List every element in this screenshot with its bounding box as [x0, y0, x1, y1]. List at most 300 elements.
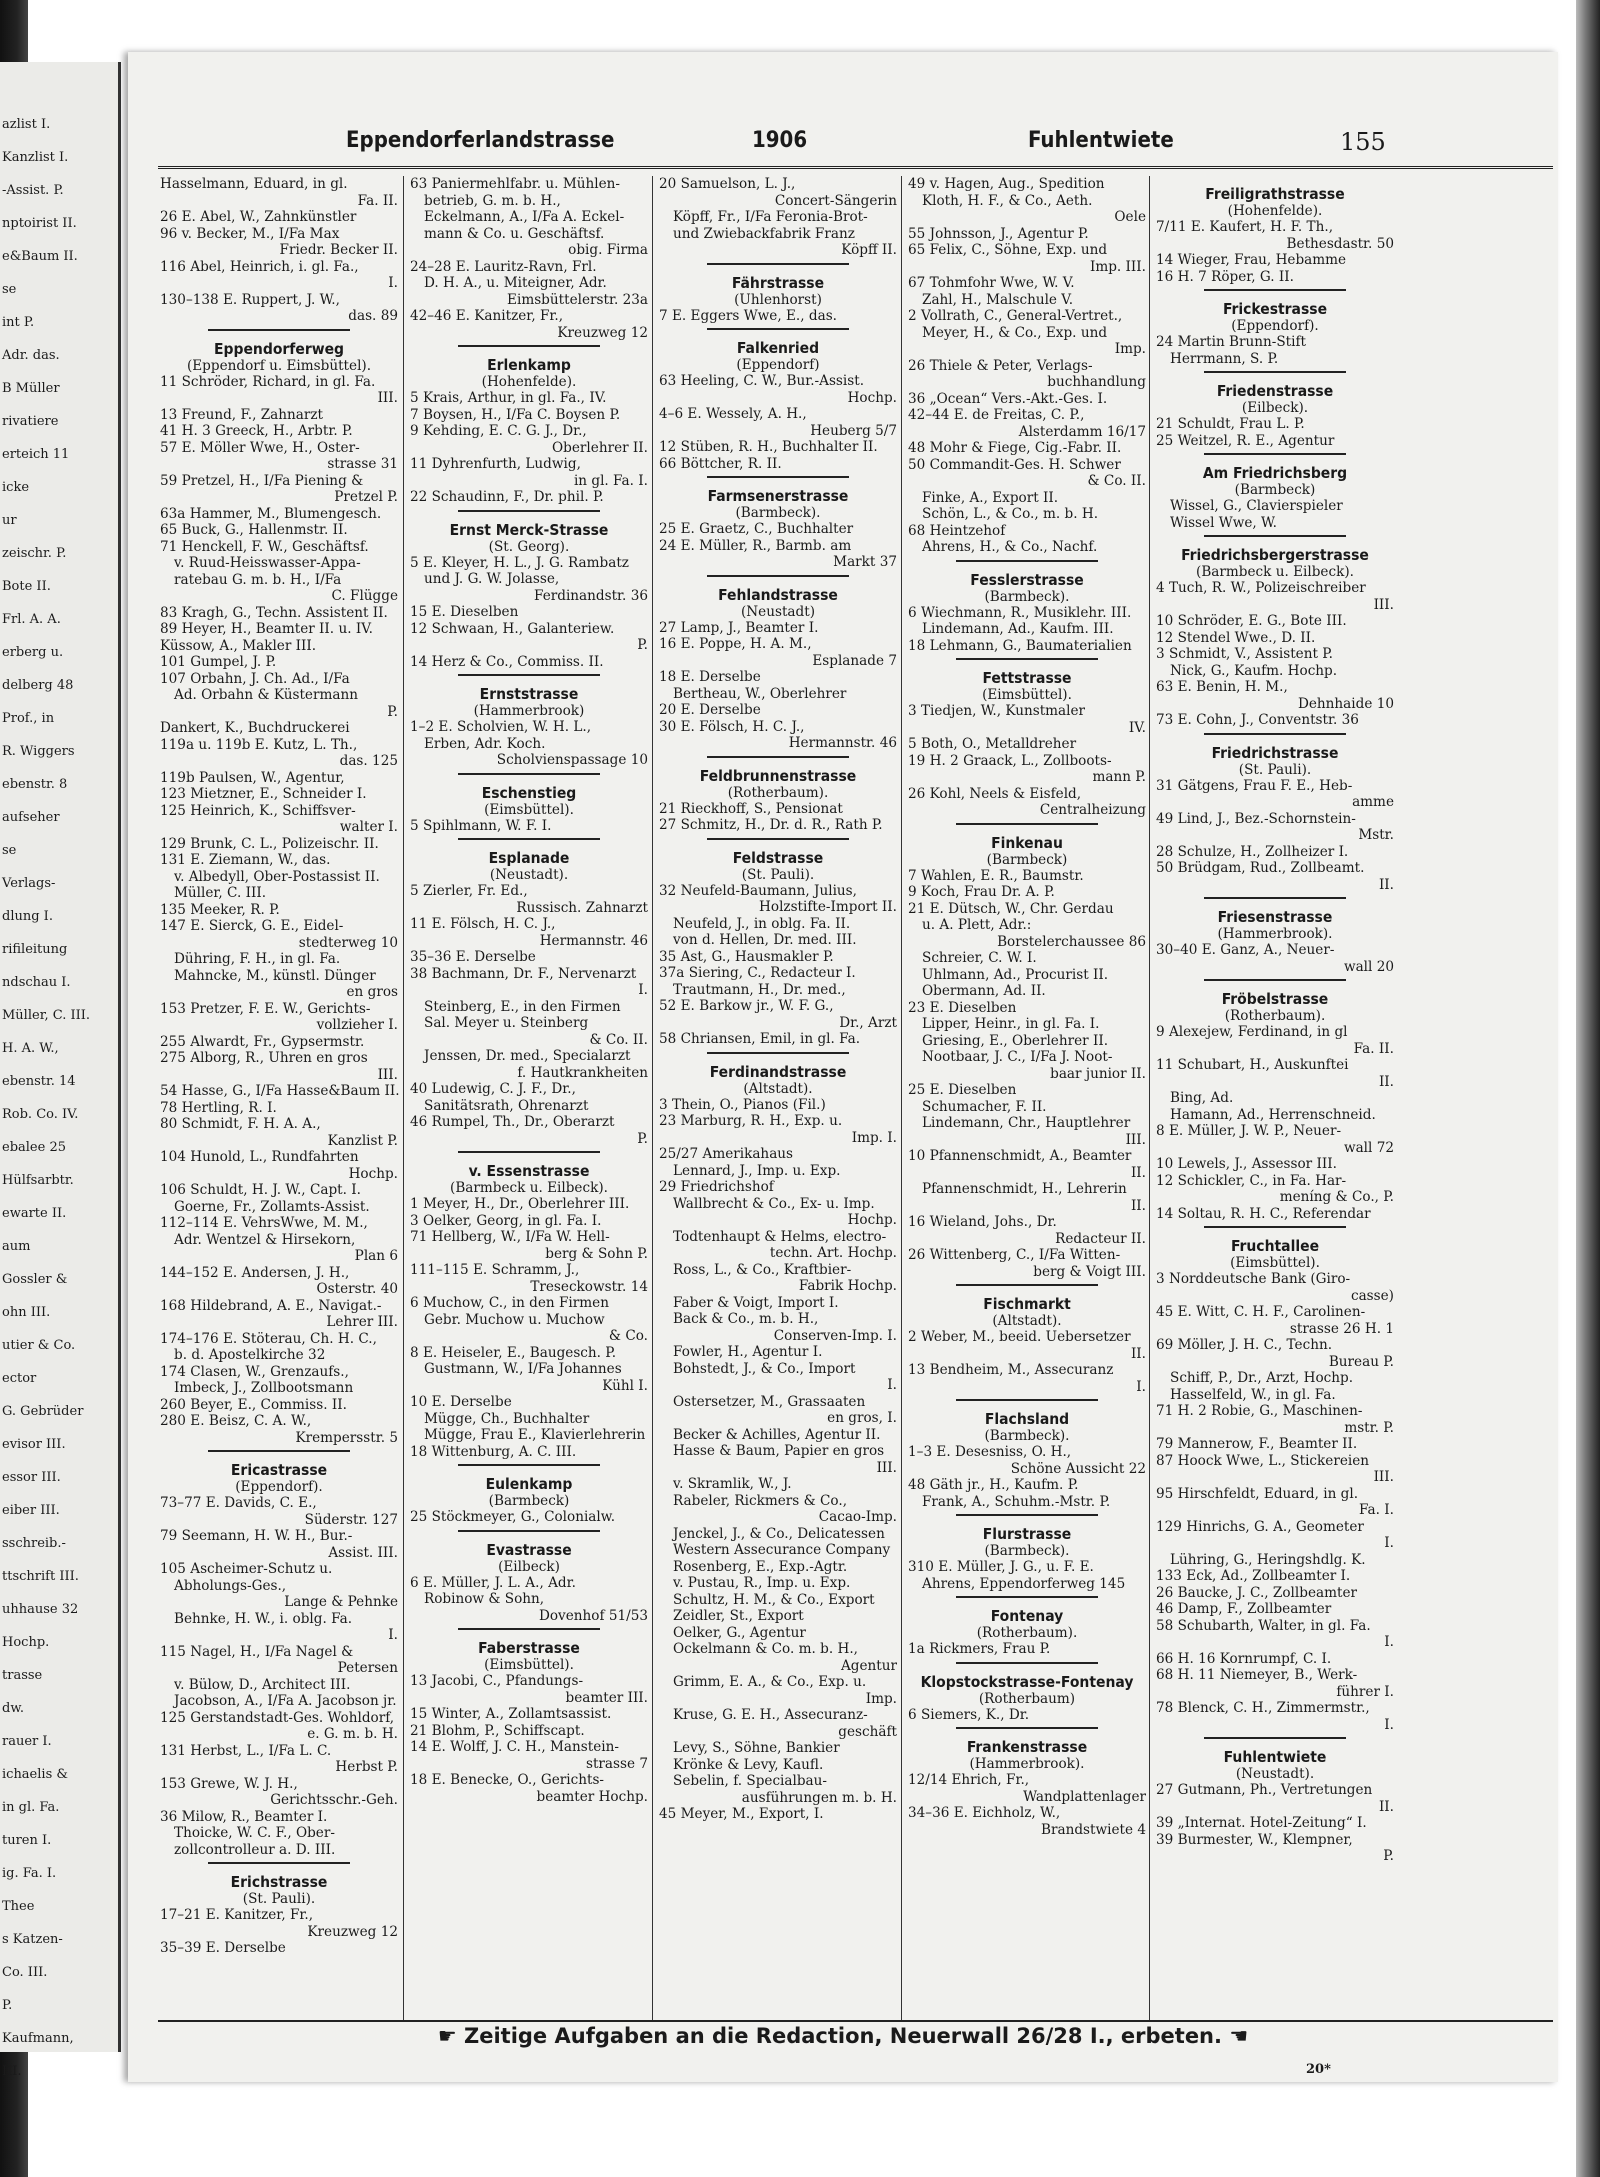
street-heading: Friesenstrasse [1217, 908, 1333, 926]
previous-page-fragment: eiber III. [2, 1503, 60, 1518]
entry-continuation-right: III. [1373, 1469, 1394, 1485]
directory-entry: 71 Hellberg, W., I/Fa W. Hell- [410, 1229, 610, 1245]
directory-entry: 10 Lewels, J., Assessor III. [1156, 1156, 1337, 1172]
district-label: (Eppendorf u. Eimsbüttel). [186, 357, 372, 374]
entry-continuation-right: Kühl I. [602, 1377, 648, 1394]
directory-entry: 19 H. 2 Graack, L., Zollboots- [908, 752, 1112, 769]
directory-entry: 13 Jacobi, C., Pfandungs- [410, 1673, 584, 1689]
entry-continuation: Imbeck, J., Zollbootsmann [174, 1380, 354, 1396]
district-label: (Barmbeck). [984, 1543, 1070, 1559]
directory-entry: 36 Milow, R., Beamter I. [160, 1808, 328, 1825]
column-divider [901, 176, 902, 2022]
entry-continuation-right: Russisch. Zahnarzt [516, 899, 648, 916]
section-rule [707, 263, 850, 265]
entry-continuation-right: Imp. [1114, 341, 1146, 357]
directory-entry: 116 Abel, Heinrich, i. gl. Fa., [160, 258, 359, 275]
entry-continuation-right: Osterstr. 40 [316, 1281, 398, 1297]
entry-continuation-right: I. [1384, 1535, 1394, 1551]
district-label: (St. Pauli). [741, 866, 815, 883]
district-label: (Eppendorf) [736, 357, 820, 373]
directory-entry: 174 Clasen, W., Grenzaufs., [160, 1363, 349, 1380]
previous-page-fragment: P. [2, 1998, 13, 2013]
directory-entry: 9 Alexejew, Ferdinand, in gl [1156, 1024, 1348, 1040]
entry-continuation-right: I. [1136, 1378, 1146, 1395]
running-header [128, 128, 1558, 168]
entry-continuation-right: Agentur [840, 1657, 897, 1674]
directory-entry: Küssow, A., Makler III. [160, 637, 317, 654]
street-heading: Evastrasse [486, 1540, 572, 1559]
entry-continuation-right: meníng & Co., P. [1279, 1189, 1394, 1205]
directory-entry: 26 Wittenberg, C., I/Fa Witten- [908, 1247, 1121, 1263]
entry-continuation: v. Pustau, R., Imp. u. Exp. [673, 1575, 851, 1591]
directory-entry: 63 Paniermehlfabr. u. Mühlen- [410, 176, 620, 192]
entry-continuation-right: III. [1373, 596, 1394, 613]
previous-page-fragment: ndschau I. [2, 975, 71, 990]
entry-continuation-right: Mstr. [1358, 827, 1394, 843]
header-last-street: Fuhlentwiete [1028, 128, 1174, 153]
entry-continuation-right: Dr., Arzt [839, 1014, 897, 1031]
entry-continuation-right: walter I. [339, 819, 398, 835]
entry-continuation: Ostersetzer, M., Grassaaten [673, 1393, 866, 1410]
entry-continuation: Schiff, P., Dr., Arzt, Hochp. [1170, 1370, 1354, 1386]
entry-continuation: v. Skramlik, W., J. [673, 1476, 792, 1492]
district-label: (Eilbeck) [498, 1558, 560, 1575]
section-rule [208, 329, 351, 331]
directory-entry: 29 Friedrichshof [659, 1179, 774, 1195]
entry-continuation-right: & Co. II. [1087, 473, 1146, 489]
section-rule [956, 1514, 1099, 1516]
entry-continuation-right: Petersen [337, 1660, 398, 1676]
entry-continuation-right: Esplanade 7 [812, 652, 897, 669]
street-heading: Feldstrasse [732, 848, 824, 867]
entry-continuation: v. Bülow, D., Architect III. [174, 1676, 351, 1693]
district-label: (Barmbeck). [735, 505, 821, 521]
directory-entry: 27 Schmitz, H., Dr. d. R., Rath P. [659, 817, 883, 833]
entry-continuation-right: Markt 37 [833, 554, 897, 570]
entry-continuation: Hasselfeld, W., in gl. Fa. [1170, 1386, 1336, 1403]
section-rule [707, 575, 850, 577]
directory-entry: 119b Paulsen, W., Agentur, [160, 769, 345, 786]
directory-entry: 4 Tuch, R. W., Polizeischreiber [1156, 580, 1366, 596]
previous-page-fragment: in gl. Fa. [2, 1800, 60, 1815]
entry-continuation-right: P. [1383, 1848, 1394, 1864]
directory-entry: 27 Gutmann, Ph., Vertretungen [1156, 1782, 1373, 1798]
directory-entry: 1–2 E. Scholvien, W. H. L., [410, 719, 592, 735]
district-label: (Rotherbaum). [976, 1625, 1078, 1641]
header-rule [158, 166, 1553, 169]
previous-page-fragment: azlist I. [2, 117, 51, 132]
directory-entry: 16 Wieland, Johs., Dr. [908, 1214, 1057, 1230]
directory-page [128, 52, 1558, 2082]
entry-continuation-right: Lehrer III. [326, 1314, 398, 1330]
entry-continuation: Goerne, Fr., Zollamts-Assist. [174, 1198, 370, 1215]
entry-continuation-right: Dehnhaide 10 [1297, 695, 1394, 712]
directory-entry: Hasselmann, Eduard, in gl. [160, 176, 348, 192]
entry-continuation: Schreier, C. W. I. [922, 950, 1037, 966]
entry-continuation: Bertheau, W., Oberlehrer [673, 685, 847, 702]
entry-continuation: Wissel Wwe, W. [1170, 514, 1277, 531]
entry-continuation-right: P. [637, 1130, 648, 1147]
entry-continuation-right: Concert-Sängerin [774, 192, 897, 209]
entry-continuation: Müller, C. III. [174, 885, 267, 901]
previous-page-fragment: se [2, 843, 17, 858]
section-rule [1204, 897, 1347, 899]
entry-continuation: v. Ruud-Heisswasser-Appa- [174, 555, 361, 571]
directory-entry: 25 Stöckmeyer, G., Colonialw. [410, 1509, 616, 1525]
street-heading: Esplanade [488, 849, 570, 867]
directory-entry: 37a Siering, C., Redacteur I. [659, 965, 856, 981]
previous-page-fragment: Verlags- [2, 876, 56, 891]
directory-entry: 65 Buck, G., Hallenmstr. II. [160, 522, 348, 538]
directory-entry: 3 Schmidt, V., Assistent P. [1156, 646, 1333, 662]
directory-entry: 35–36 E. Derselbe [410, 949, 536, 965]
previous-page-fragment: -Assist. P. [2, 183, 64, 198]
entry-continuation-right: C. Flügge [331, 588, 398, 604]
directory-entry: 280 E. Beisz, C. A. W., [160, 1413, 312, 1429]
entry-continuation: Lindemann, Ad., Kaufm. III. [922, 621, 1114, 637]
entry-continuation-right: geschäft [838, 1723, 897, 1740]
previous-page-fragment: Adr. das. [2, 348, 60, 363]
district-label: (Barmbeck u. Eilbeck). [1196, 564, 1354, 580]
directory-entry: 16 H. 7 Röper, G. II. [1156, 268, 1294, 285]
district-label: (Hohenfelde). [1227, 203, 1323, 219]
district-label: (St. Georg). [488, 538, 570, 555]
entry-continuation-right: II. [1378, 876, 1394, 893]
entry-continuation-right: amme [1352, 794, 1394, 810]
entry-continuation: Neufeld, J., in oblg. Fa. II. [673, 915, 851, 932]
entry-continuation-right: ausführungen m. b. H. [741, 1789, 897, 1806]
entry-continuation-right: buchhandlung [1047, 374, 1146, 390]
section-rule [707, 756, 850, 758]
directory-entry: 153 Grewe, W. J. H., [160, 1775, 298, 1792]
previous-page-fragment: Rob. Co. IV. [2, 1107, 79, 1122]
directory-entry: 15 E. Dieselben [410, 604, 519, 620]
entry-continuation: Ross, L., & Co., Kraftbier- [673, 1261, 852, 1278]
directory-entry: 106 Schuldt, H. J. W., Capt. I. [160, 1182, 361, 1198]
entry-continuation-right: Hochp. [847, 1212, 897, 1228]
previous-page-fragment: rivatiere [2, 414, 59, 429]
district-label: (Hohenfelde). [481, 374, 577, 390]
directory-entry: 87 Hoock Wwe, L., Stickereien [1156, 1452, 1370, 1469]
district-label: (Eimsbüttel). [484, 801, 574, 818]
previous-page-fragment: Müller, C. III. [2, 1008, 91, 1023]
entry-continuation: Ahrens, H., & Co., Nachf. [922, 539, 1098, 555]
entry-continuation: Sal. Meyer u. Steinberg [424, 1015, 589, 1031]
entry-continuation: Fowler, H., Agentur I. [673, 1344, 823, 1360]
entry-continuation-right: e. G. m. b. H. [307, 1726, 398, 1742]
column-3 [659, 176, 897, 2018]
entry-continuation-right: Bethesdastr. 50 [1286, 235, 1394, 252]
street-heading: Fettstrasse [982, 669, 1072, 687]
directory-entry: 42–46 E. Kanitzer, Fr., [410, 308, 564, 324]
directory-entry: 26 Kohl, Neels & Eisfeld, [908, 785, 1082, 802]
entry-continuation: Ad. Orbahn & Küstermann [174, 687, 358, 703]
directory-entry: 80 Schmidt, F. H. A. A., [160, 1116, 321, 1132]
entry-continuation-right: Kreuzweg 12 [557, 324, 648, 341]
directory-entry: 63 E. Benin, H. M., [1156, 679, 1288, 695]
section-rule [458, 674, 601, 676]
entry-continuation-right: Dovenhof 51/53 [538, 1607, 648, 1624]
entry-continuation-right: mann P. [1092, 769, 1146, 785]
entry-continuation-right: techn. Art. Hochp. [769, 1245, 897, 1261]
entry-continuation-right: Kanzlist P. [327, 1132, 398, 1149]
entry-continuation-right: II. [1130, 1164, 1146, 1181]
directory-entry: 6 Siemers, K., Dr. [908, 1706, 1030, 1723]
directory-entry: 49 v. Hagen, Aug., Spedition [908, 176, 1105, 192]
entry-continuation-right: Cacao-Imp. [818, 1509, 897, 1525]
previous-page-fragment: B Müller [2, 381, 60, 396]
entry-continuation: Hasse & Baum, Papier en gros [673, 1443, 885, 1459]
directory-entry: 125 Gerstandstadt-Ges. Wohldorf, [160, 1709, 395, 1726]
district-label: (St. Pauli). [1238, 761, 1312, 778]
directory-entry: 123 Mietzner, E., Schneider I. [160, 786, 367, 802]
directory-entry: 9 Koch, Frau Dr. A. P. [908, 884, 1055, 900]
directory-entry: 11 Schubart, H., Auskunftei [1156, 1057, 1349, 1073]
entry-continuation-right: Hermannstr. 46 [539, 932, 648, 949]
directory-entry: 5 E. Kleyer, H. L., J. G. Rambatz [410, 554, 629, 571]
district-label: (Rotherbaum). [727, 784, 829, 801]
entry-continuation-right: Fabrik Hochp. [798, 1278, 897, 1294]
entry-continuation-right: III. [1125, 1131, 1146, 1148]
directory-entry: 7/11 E. Kaufert, H. F. Th., [1156, 219, 1334, 235]
street-heading: Friedenstrasse [1216, 382, 1334, 400]
entry-continuation: von d. Hellen, Dr. med. III. [673, 932, 857, 948]
district-label: (St. Pauli). [242, 1891, 316, 1907]
entry-continuation-right: Fa. II. [1353, 1040, 1394, 1057]
section-rule [956, 1284, 1099, 1286]
entry-continuation-right: Pretzel P. [334, 489, 398, 505]
previous-page-fragment: rifileitung [2, 942, 68, 957]
directory-entry: 58 Chriansen, Emil, in gl. Fa. [659, 1031, 861, 1047]
previous-page-fragment: Gossler & [2, 1272, 68, 1287]
directory-entry: 1a Rickmers, Frau P. [908, 1641, 1051, 1657]
section-rule [208, 1862, 351, 1864]
entry-continuation: Oelker, G., Agentur [673, 1624, 806, 1641]
district-label: (Barmbeck) [488, 1493, 570, 1509]
street-heading: Faberstrasse [478, 1639, 580, 1657]
directory-entry: 46 Rumpel, Th., Dr., Oberarzt [410, 1114, 615, 1130]
street-heading: Frickestrasse [1222, 300, 1328, 318]
directory-entry: 260 Beyer, E., Commiss. II. [160, 1396, 347, 1413]
street-heading: Ericastrasse [230, 1461, 328, 1479]
previous-page-fragment: delberg 48 [2, 678, 74, 693]
directory-entry: 11 Schröder, Richard, in gl. Fa. [160, 373, 376, 390]
entry-continuation-right: I. [638, 982, 648, 998]
directory-entry: 2 Vollrath, C., General-Vertret., [908, 308, 1123, 324]
previous-page-fragment: aufseher [2, 810, 60, 825]
district-label: (Barmbeck) [986, 851, 1068, 868]
street-heading: Ernststrasse [479, 685, 579, 703]
directory-entry: 12 Stendel Wwe., D. II. [1156, 629, 1316, 646]
directory-entry: 6 E. Müller, J. L. A., Adr. [410, 1574, 576, 1591]
previous-page-fragment: dlung I. [2, 909, 53, 924]
previous-page-fragment: int P. [2, 315, 35, 330]
street-heading: Fontenay [990, 1607, 1064, 1625]
entry-continuation: Wallbrecht & Co., Ex- u. Imp. [673, 1195, 875, 1212]
directory-entry: 2 Weber, M., beeid. Uebersetzer [908, 1329, 1131, 1345]
previous-page-edge [0, 62, 121, 2079]
entry-continuation-right: I. [388, 275, 398, 291]
section-rule [458, 510, 601, 512]
entry-continuation: Bing, Ad. [1170, 1090, 1234, 1106]
previous-page-fragment: evisor III. [2, 1437, 66, 1452]
directory-entry: 255 Alwardt, Fr., Gypsermstr. [160, 1033, 365, 1050]
entry-continuation-right: Fa. I. [1359, 1502, 1394, 1518]
section-rule [1204, 979, 1347, 981]
directory-entry: 66 Böttcher, R. II. [659, 455, 782, 472]
previous-page-fragment: ig. Fa. I. [2, 1866, 57, 1881]
entry-continuation-right: Herbst P. [335, 1759, 398, 1775]
directory-entry: 25/27 Amerikahaus [659, 1146, 794, 1162]
directory-entry: 21 E. Dütsch, W., Chr. Gerdau [908, 900, 1114, 917]
previous-page-fragment: ector [2, 1371, 37, 1386]
previous-page-fragment: nptoirist II. [2, 216, 77, 231]
directory-entry: 131 E. Ziemann, W., das. [160, 852, 331, 868]
street-heading: Fehlandstrasse [718, 585, 838, 604]
directory-entry: 69 Möller, J. H. C., Techn. [1156, 1337, 1333, 1353]
directory-entry: 1–3 E. Desesniss, O. H., [908, 1444, 1072, 1460]
entry-continuation-right: strasse 26 H. 1 [1289, 1320, 1394, 1337]
district-label: (Eimsbüttel). [1230, 1255, 1320, 1271]
previous-page-fragment: ewarte II. [2, 1206, 67, 1221]
entry-continuation: Back & Co., m. b. H., [673, 1311, 819, 1327]
column-5 [1156, 176, 1394, 2018]
directory-entry: 3 Norddeutsche Bank (Giro- [1156, 1271, 1351, 1287]
directory-entry: 30–40 E. Ganz, A., Neuer- [1156, 942, 1335, 958]
directory-entry: 78 Hertling, R. I. [160, 1099, 277, 1116]
column-1 [160, 176, 398, 2018]
entry-continuation-right: Krempersstr. 5 [295, 1429, 398, 1446]
district-label: (Hammerbrook). [969, 1756, 1085, 1772]
entry-continuation-right: I. [887, 1377, 897, 1393]
directory-entry: 73–77 E. Davids, C. E., [160, 1495, 317, 1511]
district-label: (Barmbeck) [1234, 482, 1316, 498]
entry-continuation: Uhlmann, Ad., Procurist II. [922, 966, 1109, 983]
entry-continuation-right: Assist. III. [328, 1544, 398, 1561]
entry-continuation-right: Lange & Pehnke [284, 1594, 398, 1610]
directory-entry: 129 Brunk, C. L., Polizeischr. II. [160, 835, 379, 852]
directory-entry: 18 E. Benecke, O., Gerichts- [410, 1772, 605, 1788]
entry-continuation: Griesing, E., Oberlehrer II. [922, 1032, 1109, 1049]
directory-entry: 18 E. Derselbe [659, 669, 761, 685]
section-rule [956, 823, 1099, 825]
entry-continuation: u. A. Plett, Adr.: [922, 917, 1032, 933]
previous-page-fragment: Kaufmann, [2, 2031, 74, 2046]
directory-entry: 34–36 E. Eichholz, W., [908, 1805, 1061, 1821]
district-label: (Altstadt). [992, 1313, 1062, 1329]
entry-continuation: ratebau G. m. b. H., I/Fa [174, 571, 342, 588]
entry-continuation: Bohstedt, J., & Co., Import [673, 1360, 856, 1377]
street-heading: Fährstrasse [731, 273, 825, 292]
directory-entry: 79 Seemann, H. W. H., Bur.- [160, 1528, 353, 1544]
district-label: (Eimsbüttel). [484, 1657, 574, 1673]
section-rule [1204, 1737, 1347, 1739]
entry-continuation-right: II. [1378, 1073, 1394, 1090]
entry-continuation: Lipper, Heinr., in gl. Fa. I. [922, 1016, 1100, 1032]
section-rule [707, 476, 850, 478]
entry-continuation: Steinberg, E., in den Firmen [424, 998, 621, 1015]
section-rule [956, 560, 1099, 562]
directory-entry: 26 E. Abel, W., Zahnkünstler [160, 209, 357, 225]
previous-page-fragment: icke [2, 480, 30, 495]
street-heading: Fischmarkt [983, 1295, 1071, 1313]
entry-continuation-right: f. Hautkrankheiten [517, 1064, 648, 1081]
entry-continuation: Jenssen, Dr. med., Specialarzt [424, 1048, 631, 1064]
directory-entry: 5 Both, O., Metalldreher [908, 736, 1077, 752]
district-label: (Hammerbrook) [473, 703, 585, 719]
directory-entry: 10 Pfannenschmidt, A., Beamter [908, 1148, 1132, 1164]
entry-continuation-right: Schöne Aussicht 22 [1010, 1460, 1146, 1477]
entry-continuation-right: Conserven-Imp. I. [773, 1327, 897, 1344]
pointing-hand-right-icon: ☚ [1229, 2024, 1249, 2048]
section-rule [1204, 453, 1347, 455]
entry-continuation: Wissel, G., Clavierspieler [1170, 498, 1343, 514]
directory-entry: 22 Schaudinn, F., Dr. phil. P. [410, 489, 604, 505]
street-heading: Ernst Merck-Strasse [449, 520, 609, 539]
directory-entry: 8 E. Heiseler, E., Baugesch. P. [410, 1344, 617, 1361]
street-heading: Erichstrasse [230, 1873, 328, 1891]
entry-continuation-right: I. [1384, 1634, 1394, 1650]
street-heading: Finkenau [991, 833, 1063, 852]
entry-continuation-right: Fa. II. [357, 192, 398, 209]
entry-continuation: Nick, G., Kaufm. Hochp. [1170, 662, 1338, 679]
directory-entry: 50 Brüdgam, Rud., Zollbeamt. [1156, 860, 1365, 876]
directory-entry: 147 E. Sierck, G. E., Eidel- [160, 918, 344, 934]
previous-page-fragment: turen I. [2, 1833, 52, 1848]
entry-continuation-right: III. [377, 1066, 398, 1083]
entry-continuation: Krönke & Levy, Kaufl. [673, 1756, 824, 1773]
directory-entry: 24–28 E. Lauritz-Ravn, Frl. [410, 258, 597, 275]
entry-continuation-right: Redacteur II. [1055, 1230, 1146, 1247]
entry-continuation-right: beamter Hochp. [536, 1788, 648, 1805]
directory-entry: 14 E. Wolff, J. C. H., Manstein- [410, 1739, 619, 1755]
directory-entry: 18 Wittenburg, A. C. III. [410, 1443, 577, 1460]
entry-continuation: Gebr. Muchow u. Muchow [424, 1311, 605, 1328]
directory-entry: 6 Muchow, C., in den Firmen [410, 1295, 609, 1311]
directory-entry: 26 Thiele & Peter, Verlags- [908, 357, 1093, 374]
entry-continuation: Grimm, E. A., & Co., Exp. u. [673, 1674, 867, 1690]
entry-continuation-right: Alsterdamm 16/17 [1018, 423, 1146, 440]
street-heading: Klopstockstrasse-Fontenay [920, 1672, 1134, 1691]
directory-entry: 89 Heyer, H., Beamter II. u. IV. [160, 621, 373, 637]
directory-entry: 25 E. Dieselben [908, 1082, 1017, 1098]
section-rule [956, 1596, 1099, 1598]
section-rule [1204, 1226, 1347, 1228]
entry-continuation-right: Holzstifte-Import II. [759, 899, 897, 915]
entry-continuation: b. d. Apostelkirche 32 [174, 1347, 326, 1363]
directory-entry: 17–21 E. Kanitzer, Fr., [160, 1907, 314, 1923]
directory-entry: 11 Dyhrenfurth, Ludwig, [410, 456, 581, 472]
directory-entry: 13 Bendheim, M., Assecuranz [908, 1362, 1114, 1378]
directory-entry: 7 Wahlen, E. R., Baumstr. [908, 867, 1084, 884]
previous-page-fragment: G. Gebrüder [2, 1404, 84, 1419]
section-rule [956, 1727, 1099, 1729]
entry-continuation-right: Treseckowstr. 14 [530, 1278, 648, 1295]
directory-entry: 5 Krais, Arthur, in gl. Fa., IV. [410, 390, 607, 406]
entry-continuation-right: casse) [1350, 1287, 1394, 1304]
entry-continuation-right: obig. Firma [568, 242, 648, 258]
street-heading: Am Friedrichsberg [1202, 464, 1348, 482]
directory-entry: 65 Felix, C., Söhne, Exp. und [908, 242, 1108, 258]
directory-entry: 168 Hildebrand, A. E., Navigat.- [160, 1297, 382, 1314]
previous-page-fragment: rauer I. [2, 1734, 52, 1749]
street-heading: Falkenried [736, 339, 820, 357]
directory-entry: 112–114 E. VehrsWwe, M. M., [160, 1215, 368, 1231]
directory-entry: 20 E. Derselbe [659, 702, 761, 718]
entry-continuation-right: berg & Voigt III. [1033, 1263, 1146, 1280]
entry-continuation-right: III. [377, 390, 398, 406]
entry-continuation: Jacobson, A., I/Fa A. Jacobson jr. [174, 1693, 397, 1709]
